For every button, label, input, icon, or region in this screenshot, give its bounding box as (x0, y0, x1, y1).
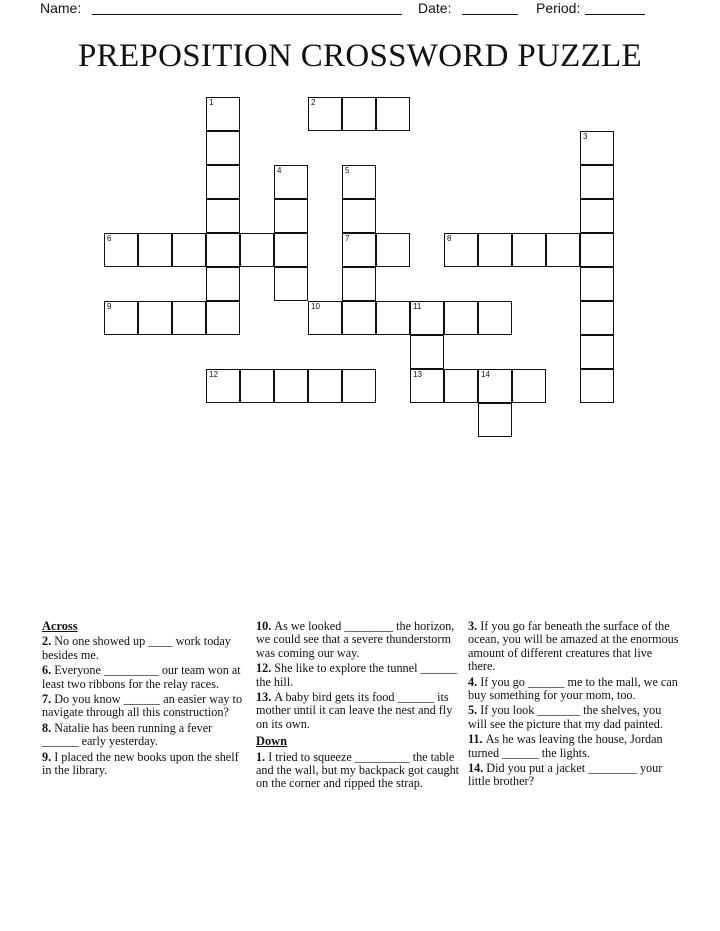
crossword-cell[interactable] (308, 97, 342, 131)
crossword-cell[interactable] (206, 165, 240, 199)
crossword-cell[interactable] (376, 233, 410, 267)
clue-number: 2 (311, 98, 316, 107)
clue-item-number: 9. (42, 749, 55, 764)
crossword-cell[interactable] (342, 165, 376, 199)
period-label: Period: (536, 0, 581, 16)
crossword-cell[interactable] (444, 369, 478, 403)
crossword-cell[interactable] (580, 199, 614, 233)
name-label: Name: (40, 0, 82, 16)
crossword-cell[interactable] (274, 165, 308, 199)
clue-item (42, 664, 246, 691)
crossword-cell[interactable] (342, 97, 376, 131)
crossword-cell[interactable] (580, 165, 614, 199)
clue-number: 14 (481, 370, 490, 379)
clue-number: 6 (107, 234, 112, 243)
crossword-cell[interactable] (376, 97, 410, 131)
crossword-cell[interactable] (274, 233, 308, 267)
crossword-cell[interactable] (342, 267, 376, 301)
clues-column-3 (468, 620, 680, 791)
clue-number: 11 (413, 302, 422, 311)
clue-number: 8 (447, 234, 452, 243)
clue-item-number: 10. (256, 619, 275, 633)
clue-item (42, 635, 246, 662)
clues-column-1 (42, 620, 246, 779)
clue-item-number: 1. (256, 749, 269, 764)
clue-item-number: 13. (256, 690, 275, 705)
crossword-cell[interactable] (580, 267, 614, 301)
clue-item-text: If you go ______ me to the mall, we can buy something for your mom, too. (468, 674, 678, 703)
clue-item-text: Did you put a jacket ________ your little brother? (468, 761, 663, 789)
crossword-cell[interactable] (138, 301, 172, 335)
clue-item (256, 691, 464, 731)
clue-item-number: 8. (42, 720, 55, 735)
clue-item (468, 620, 680, 674)
crossword-cell[interactable] (410, 335, 444, 369)
crossword-cell[interactable] (512, 233, 546, 267)
clue-item (256, 662, 464, 689)
clue-number: 4 (277, 166, 282, 175)
crossword-cell[interactable] (580, 301, 614, 335)
clue-number: 10 (311, 302, 320, 311)
crossword-cell[interactable] (444, 301, 478, 335)
clue-item-text: No one showed up ____ work today besides me. (42, 634, 231, 662)
crossword-cell[interactable] (308, 301, 342, 335)
clue-number: 5 (345, 166, 350, 175)
crossword-cell[interactable] (478, 301, 512, 335)
crossword-cell[interactable] (206, 131, 240, 165)
clue-item-text: I tried to squeeze _________ the table and the wall, but my backpack got caught on the corner and ripped the strap. (256, 749, 460, 791)
crossword-cell[interactable] (206, 369, 240, 403)
crossword-cell[interactable] (342, 233, 376, 267)
crossword-cell[interactable] (478, 403, 512, 437)
clue-number: 13 (413, 370, 422, 379)
crossword-cell[interactable] (342, 301, 376, 335)
clue-item (256, 751, 464, 791)
clue-item-number: 6. (42, 663, 55, 678)
down-heading: Down (256, 734, 287, 749)
clue-number: 3 (583, 132, 588, 141)
clue-item (468, 762, 680, 789)
crossword-cell[interactable] (308, 369, 342, 403)
crossword-cell[interactable] (274, 267, 308, 301)
clue-item-text: As we looked ________ the horizon, we could see that a severe thunderstorm was coming our way. (256, 619, 455, 660)
crossword-cell[interactable] (206, 97, 240, 131)
crossword-cell[interactable] (172, 233, 206, 267)
crossword-cell[interactable] (240, 233, 274, 267)
across-heading: Across (42, 619, 78, 633)
clue-item-number: 2. (42, 634, 55, 649)
clue-item-text: I placed the new books upon the shelf in the library. (42, 749, 239, 778)
clue-item (256, 620, 464, 660)
clue-item-number: 14. (468, 761, 487, 776)
clue-number: 9 (107, 302, 112, 311)
crossword-cell[interactable] (580, 233, 614, 267)
crossword-cell[interactable] (580, 131, 614, 165)
crossword-cell[interactable] (478, 369, 512, 403)
crossword-cell[interactable] (240, 369, 274, 403)
clue-item-text: If you go far beneath the surface of the ocean, you will be amazed at the enormous amount of different creatures that live there. (468, 619, 679, 674)
clue-item (468, 676, 680, 703)
crossword-cell[interactable] (104, 301, 138, 335)
crossword-cell[interactable] (444, 233, 478, 267)
crossword-grid (0, 0, 720, 450)
crossword-cell[interactable] (478, 233, 512, 267)
clues-column-2 (256, 620, 464, 793)
clue-number: 12 (209, 370, 218, 379)
clue-item-text: Natalie has been running a fever ______ early yesterday. (42, 720, 213, 749)
crossword-cell[interactable] (512, 369, 546, 403)
clue-item (468, 704, 680, 731)
clue-item (42, 722, 246, 749)
clue-item-text: She like to explore the tunnel ______ the hill. (256, 661, 458, 689)
crossword-cell[interactable] (206, 199, 240, 233)
crossword-cell[interactable] (172, 301, 206, 335)
page-title: PREPOSITION CROSSWORD PUZZLE (78, 38, 642, 74)
crossword-cell[interactable] (376, 301, 410, 335)
crossword-cell[interactable] (342, 199, 376, 233)
date-label: Date: (418, 0, 452, 16)
crossword-cell[interactable] (342, 369, 376, 403)
clue-item-number: 3. (468, 619, 481, 633)
crossword-cell[interactable] (274, 199, 308, 233)
crossword-cell[interactable] (580, 369, 614, 403)
clue-item (42, 751, 246, 778)
clue-item-number: 11. (468, 732, 486, 747)
clue-number: 1 (209, 98, 214, 107)
clue-item-number: 12. (256, 661, 275, 676)
clue-item-number: 5. (468, 703, 481, 718)
clue-number: 7 (345, 234, 350, 243)
crossword-cell[interactable] (104, 233, 138, 267)
clue-item (42, 693, 246, 720)
crossword-cell[interactable] (546, 233, 580, 267)
clue-item-number: 4. (468, 674, 481, 689)
crossword-cell[interactable] (206, 301, 240, 335)
clue-item-text: As he was leaving the house, Jordan turned ______ the lights. (468, 732, 663, 760)
crossword-cell[interactable] (206, 267, 240, 301)
crossword-cell[interactable] (206, 233, 240, 267)
clue-item-number: 7. (42, 692, 55, 707)
crossword-cell[interactable] (138, 233, 172, 267)
crossword-cell[interactable] (274, 369, 308, 403)
crossword-cell[interactable] (410, 301, 444, 335)
crossword-cell[interactable] (410, 369, 444, 403)
clue-item (468, 733, 680, 760)
clue-item-text: A baby bird gets its food ______ its mother until it can leave the nest and fly on its own. (256, 690, 453, 731)
clue-item-text: Everyone _________ our team won at least two ribbons for the relay races. (42, 663, 241, 691)
clue-item-text: If you look _______ the shelves, you will see the picture that my dad painted. (468, 703, 663, 731)
clue-item-text: Do you know ______ an easier way to navigate through all this construction? (42, 692, 243, 720)
crossword-cell[interactable] (580, 335, 614, 369)
